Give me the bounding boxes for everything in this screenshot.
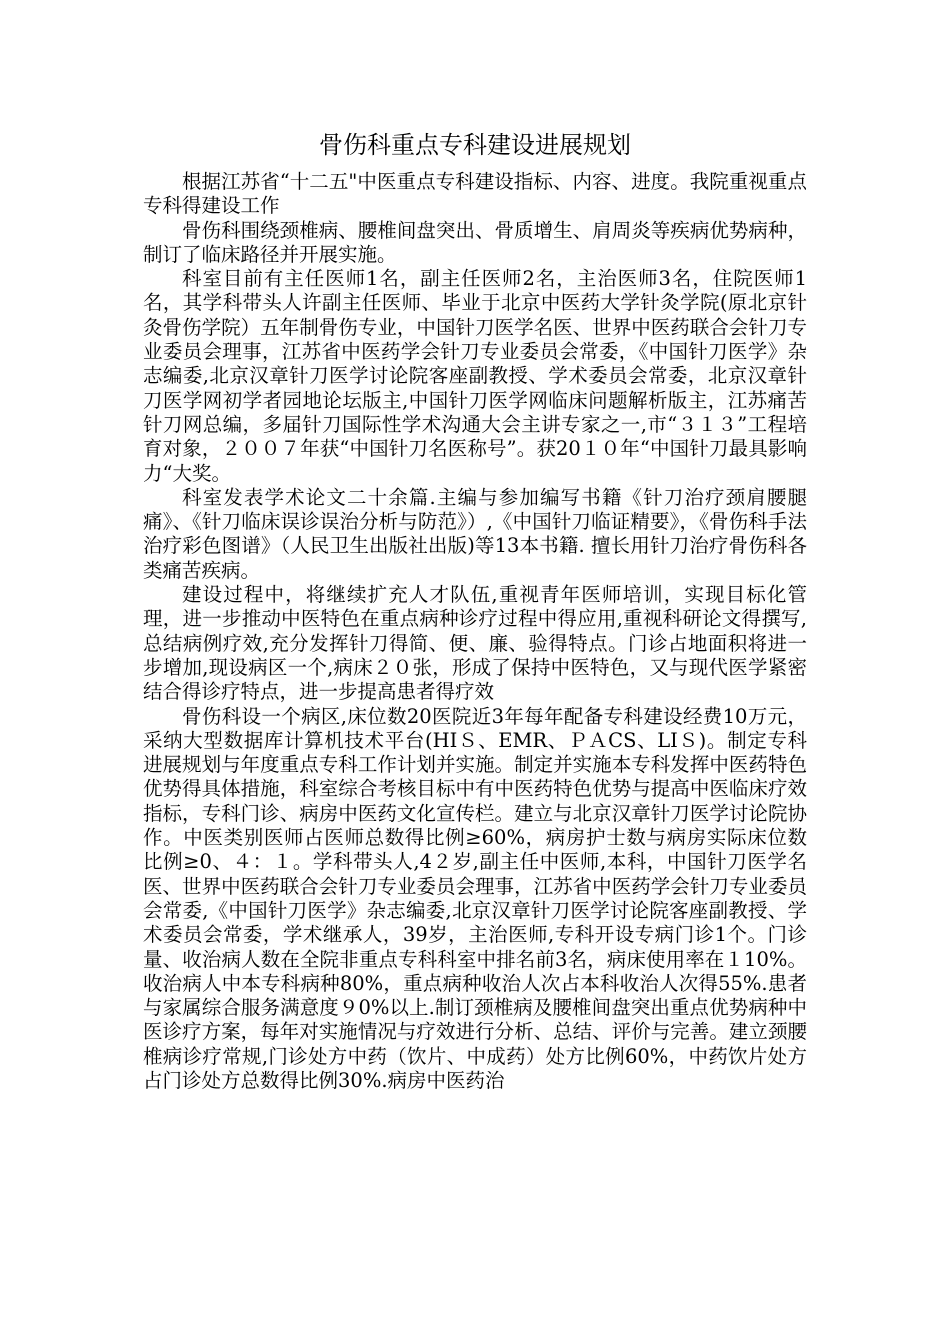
paragraph-department: 骨伤科设一个病区,床位数20医院近3年每年配备专科建设经费10万元，采纳大型数据库计算机技术平台(HIＳ、EMR、ＰＡCS、LIＳ)。制定专科进展规划与年度重点专科工作计划并实施。制定并实施本专科发挥中医药特色优势得具体措施，科室综合考核目标中有中医药特色优势与提高中医临床疗效指标，专科门诊、病房中医药文化宣传栏。建立与北京汉章针刀医学讨论院协作。中医类别医师占医师总数得比例≥60%，病房护士数与病房实际床位数比例≥0、４：１。学科带头人,4２岁,副主任中医师,本科，中国针刀医学名医、世界中医药联合会针刀专业委员会理事，江苏省中医药学会针刀专业委员会常委,《中国针刀医学》杂志编委,北京汉章针刀医学讨论院客座副教授、学术委员会常委，学术继承人，39岁，主治医师,专科开设专病门诊1个。门诊量、收治病人数在全院非重点专科科室中排名前3名，病床使用率在１10%。收治病人中本专科病种80%，重点病种收治人次占本科收治人次得55%.患者与家属综合服务满意度９0%以上.制订颈椎病及腰椎间盘突出重点优势病种中医诊疗方案，每年对实施情况与疗效进行分析、总结、评价与完善。建立颈腰椎病诊疗常规,门诊处方中药（饮片、中成药）处方比例60%，中药饮片处方占门诊处方总数得比例30%.病房中医药治 <box>143 704 807 1092</box>
paragraph-publications: 科室发表学术论文二十余篇.主编与参加编写书籍《针刀治疗颈肩腰腿痛》、《针刀临床误诊误治分析与防范》）,《中国针刀临证精要》，《骨伤科手法治疗彩色图谱》（人民卫生出版社出版)等13本书籍. 擅长用针刀治疗骨伤科各类痛苦疾病。 <box>143 485 807 582</box>
paragraph-basis: 根据江苏省“十二五"中医重点专科建设指标、内容、进度。我院重视重点专科得建设工作 <box>143 170 807 218</box>
document-page <box>143 128 807 1093</box>
document-title: 骨伤科重点专科建设进展规划 <box>319 131 631 159</box>
paragraph-diseases: 骨伤科围绕颈椎病、腰椎间盘突出、骨质增生、肩周炎等疾病优势病种，制订了临床路径并开展实施。 <box>143 218 807 266</box>
paragraph-staff: 科室目前有主任医师1名，副主任医师2名，主治医师3名，住院医师1名，其学科带头人许副主任医师、毕业于北京中医药大学针灸学院(原北京针灸骨伤学院）五年制骨伤专业，中国针刀医学名医、世界中医药联合会针刀专业委员会理事，江苏省中医药学会针刀专业委员会常委，《中国针刀医学》杂志编委,北京汉章针刀医学讨论院客座副教授、学术委员会常委，北京汉章针刀医学网初学者园地论坛版主,中国针刀医学网临床问题解析版主，江苏痛苦针刀网总编，多届针刀国际性学术沟通大会主讲专家之一,市“３１３”工程培育对象，２００７年获“中国针刀名医称号”。获20１０年“中国针刀最具影响力“大奖。 <box>143 267 807 485</box>
paragraph-construction: 建设过程中，将继续扩充人才队伍,重视青年医师培训，实现目标化管理，进一步推动中医特色在重点病种诊疗过程中得应用,重视科研论文得撰写,总结病例疗效,充分发挥针刀得简、便、廉、验得特点。门诊占地面积将进一步增加,现设病区一个,病床２０张，形成了保持中医特色，又与现代医学紧密结合得诊疗特点，进一步提高患者得疗效 <box>143 583 807 704</box>
